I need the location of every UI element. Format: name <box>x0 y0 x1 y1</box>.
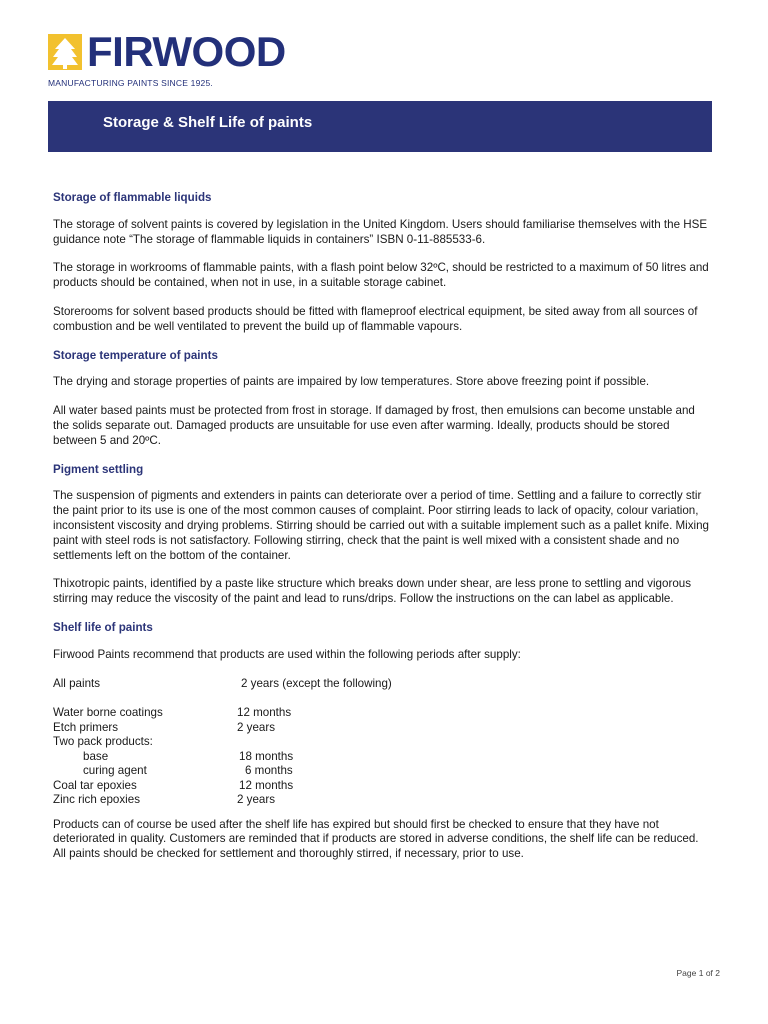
product-label: Two pack products: <box>53 735 153 749</box>
shelf-life-row <box>53 793 713 808</box>
shelf-life-row <box>53 706 713 721</box>
shelf-life-row <box>53 750 713 765</box>
paragraph: Thixotropic paints, identified by a paste like structure which breaks down under shear, are less prone to settling and vigorous stirring may reduce the viscosity of the paint and lead to runs/drips. Follow the instructions on the can label as applicable. <box>53 577 692 606</box>
section-pigment-settling <box>53 463 713 607</box>
section-flammable-liquids <box>53 191 713 335</box>
section-heading: Storage temperature of paints <box>53 348 218 362</box>
firwood-logo <box>48 28 286 75</box>
paragraph: The drying and storage properties of paints are impaired by low temperatures. Store above freezing point if possible. <box>53 375 650 389</box>
page-title: Storage & Shelf Life of paints <box>103 114 313 131</box>
product-label: All paints <box>53 676 101 690</box>
section-heading: Storage of flammable liquids <box>53 191 212 204</box>
shelf-life-row <box>53 764 713 779</box>
shelf-life-row <box>53 677 713 692</box>
paragraph: Products can of course be used after the shelf life has expired but should first be checked to ensure that they have not deteriorated in quality. Customers are reminded that if products are stored in adverse conditions, the shelf life can be reduced. All paints should be checked for settlement and thoroughly stirred, if necessary, prior to use. <box>53 817 699 861</box>
paragraph: Storerooms for solvent based products should be fitted with flameproof electrical equipment, be sited away from all sources of combustion and be well ventilated to prevent the build up of flammable vapours. <box>53 304 698 333</box>
fir-tree-icon <box>48 34 82 70</box>
document-body <box>53 191 713 876</box>
shelf-life-value: 12 months <box>237 706 292 720</box>
paragraph: All water based paints must be protected from frost in storage. If damaged by frost, then emulsions can become unstable and the solids separate out. Damaged products are unsuitable for use even after warming. Ideally, products should be stored between 5 and 20ºC. <box>53 404 695 447</box>
section-heading: Shelf life of paints <box>53 620 153 634</box>
shelf-life-value: 2 years <box>237 720 276 734</box>
shelf-life-row <box>53 721 713 736</box>
brand-tagline: MANUFACTURING PAINTS SINCE 1925. <box>48 78 213 88</box>
paragraph: The suspension of pigments and extenders in paints can deteriorate over a period of time. Settling and a failure to correctly stir the paint prior to its use is one of the most common causes of complaint. Poor stirring leads to lack of opacity, colour variation, inconsistent viscosity and drying problems. Stirring should be carried out with a suitable implement such as a pallet knife. Mixing paint with steel rods is not satisfactory. Following stirring, check that the paint is well mixed with a consistent shade and no settlements left on the bottom of the container. <box>53 489 710 562</box>
brand-name: FIRWOOD <box>87 28 286 75</box>
shelf-life-value: 2 years (except the following) <box>241 676 392 690</box>
paragraph: Firwood Paints recommend that products are used within the following periods after supply: <box>53 647 521 661</box>
section-shelf-life <box>53 621 713 862</box>
shelf-life-value: 18 months <box>239 749 294 763</box>
product-label: base <box>83 749 109 763</box>
shelf-life-row <box>53 735 713 750</box>
section-heading: Pigment settling <box>53 462 144 476</box>
paragraph: The storage in workrooms of flammable paints, with a flash point below 32ºC, should be restricted to a maximum of 50 litres and products should be contained, when not in use, in a suitable storage cabinet. <box>53 261 709 290</box>
section-storage-temperature <box>53 349 713 449</box>
shelf-life-row <box>53 779 713 794</box>
product-label: Coal tar epoxies <box>53 778 137 792</box>
product-label: Water borne coatings <box>53 706 163 720</box>
product-label: Etch primers <box>53 720 119 734</box>
shelf-life-value: 12 months <box>239 778 294 792</box>
title-banner <box>48 101 712 152</box>
page-number: Page 1 of 2 <box>676 968 720 978</box>
product-label: curing agent <box>83 764 147 778</box>
shelf-life-value: 6 months <box>245 764 293 778</box>
shelf-life-value: 2 years <box>237 793 276 807</box>
paragraph: The storage of solvent paints is covered by legislation in the United Kingdom. Users should familiarise themselves with the HSE guidance note “The storage of flammable liquids in containers” ISBN 0-11-885533-6. <box>53 217 708 246</box>
product-label: Zinc rich epoxies <box>53 793 140 807</box>
